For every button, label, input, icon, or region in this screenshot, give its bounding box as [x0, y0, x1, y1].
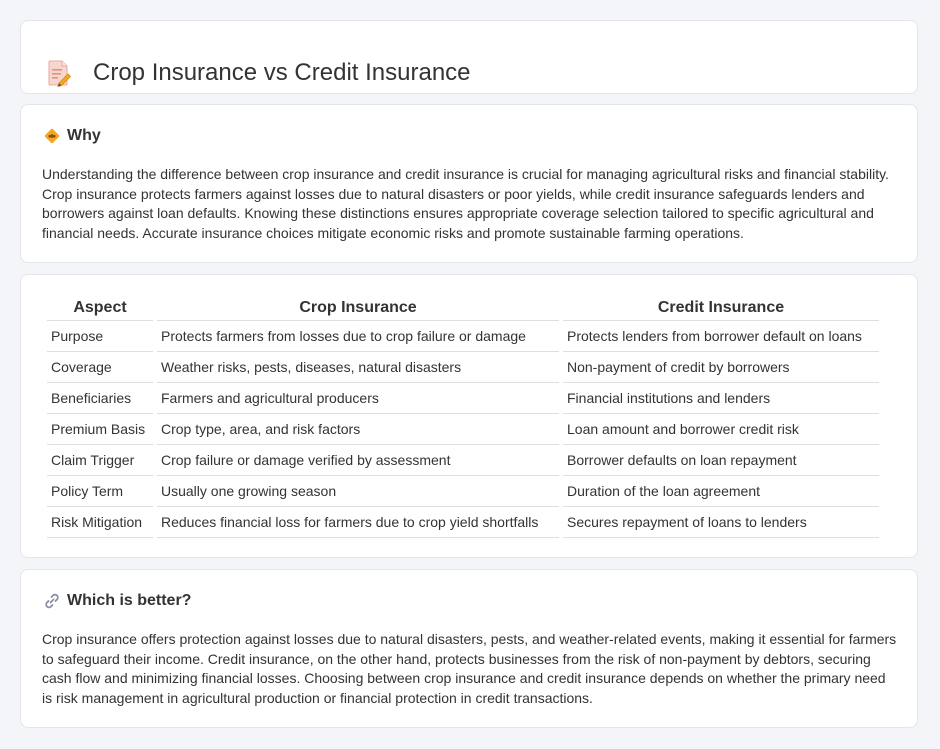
- table-row: [47, 414, 879, 445]
- aspect-cell: Premium Basis: [47, 414, 153, 445]
- better-text: Crop insurance offers protection against losses due to natural disasters, pests, and weather-related events, making it essential for farmers to safeguard their income. Credit insurance, on the other hand, protects businesses from the risk of non-payment by debtors, securing cash flow and minimizing financial losses. Choosing between crop insurance and credit insurance depends on whether the primary need is risk management in agricultural production or financial protection in credit transactions.: [42, 631, 897, 706]
- document-pencil-icon: [45, 58, 73, 88]
- aspect-cell: Claim Trigger: [47, 445, 153, 476]
- warning-diamond-icon: [43, 127, 61, 145]
- credit-cell: Borrower defaults on loan repayment: [563, 445, 879, 476]
- crop-cell: Farmers and agricultural producers: [157, 383, 559, 414]
- credit-cell: Duration of the loan agreement: [563, 476, 879, 507]
- title-card: [20, 20, 918, 94]
- credit-cell: Non-payment of credit by borrowers: [563, 352, 879, 383]
- table-row: [47, 507, 879, 538]
- table-row: [47, 383, 879, 414]
- header-aspect: Aspect: [47, 295, 153, 321]
- crop-cell: Protects farmers from losses due to crop failure or damage: [157, 321, 559, 352]
- why-heading-row: [43, 127, 101, 145]
- crop-cell: Reduces financial loss for farmers due to crop yield shortfalls: [157, 507, 559, 538]
- header-credit-insurance: Credit Insurance: [563, 295, 879, 321]
- table-row: [47, 352, 879, 383]
- table-row: [47, 321, 879, 352]
- comparison-section: [20, 274, 918, 558]
- aspect-cell: Risk Mitigation: [47, 507, 153, 538]
- better-heading-row: [43, 592, 191, 610]
- credit-cell: Loan amount and borrower credit risk: [563, 414, 879, 445]
- title-row: [45, 43, 471, 103]
- why-text: Understanding the difference between crop insurance and credit insurance is crucial for managing agricultural risks and financial stability. Crop insurance protects farmers against losses due to natural disasters or poor yields, while credit insurance safeguards lenders and borrowers against loan defaults. Knowing these distinctions ensures appropriate coverage selection tailored to specific agricultural and financial needs. Accurate insurance choices mitigate economic risks and promote sustainable farming operations.: [42, 166, 889, 241]
- aspect-cell: Purpose: [47, 321, 153, 352]
- table-row: [47, 445, 879, 476]
- link-icon: [43, 592, 61, 610]
- credit-cell: Secures repayment of loans to lenders: [563, 507, 879, 538]
- which-is-better-section: [20, 569, 918, 728]
- page-title: Crop Insurance vs Credit Insurance: [93, 59, 471, 87]
- credit-cell: Financial institutions and lenders: [563, 383, 879, 414]
- aspect-cell: Beneficiaries: [47, 383, 153, 414]
- why-heading: Why: [67, 127, 101, 144]
- crop-cell: Crop failure or damage verified by assessment: [157, 445, 559, 476]
- aspect-cell: Coverage: [47, 352, 153, 383]
- header-crop-insurance: Crop Insurance: [157, 295, 559, 321]
- table-header-row: [47, 295, 879, 321]
- why-section: [20, 104, 918, 263]
- credit-cell: Protects lenders from borrower default on loans: [563, 321, 879, 352]
- crop-cell: Usually one growing season: [157, 476, 559, 507]
- better-heading: Which is better?: [67, 592, 192, 609]
- crop-cell: Crop type, area, and risk factors: [157, 414, 559, 445]
- aspect-cell: Policy Term: [47, 476, 153, 507]
- comparison-table: [43, 295, 883, 538]
- crop-cell: Weather risks, pests, diseases, natural disasters: [157, 352, 559, 383]
- table-row: [47, 476, 879, 507]
